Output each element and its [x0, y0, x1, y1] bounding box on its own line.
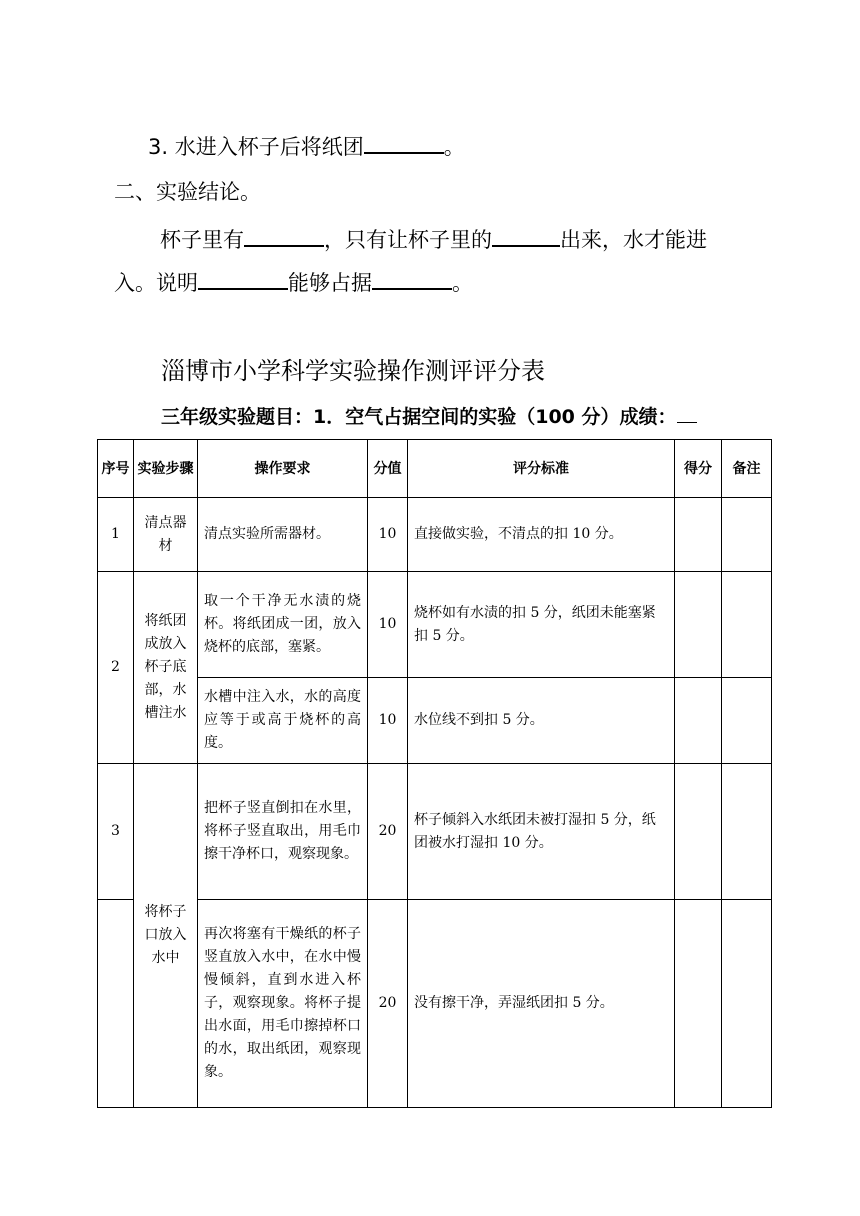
- conclusion-text: 。: [452, 271, 473, 295]
- header-criteria: 评分标准: [408, 440, 675, 498]
- conclusion-text: 入。说明: [114, 271, 198, 295]
- row-requirement: 再次将塞有干燥纸的杯子竖直放入水中，在水中慢慢倾斜，直到水进入杯子，观察现象。将杯子提出水面，用毛巾擦掉杯口的水，取出纸团，观察现象。: [198, 900, 368, 1108]
- table-row: [98, 900, 772, 1108]
- table-row: [98, 764, 772, 900]
- table-row: [98, 678, 772, 764]
- row-note-cell[interactable]: [722, 678, 772, 764]
- row-step: 将纸团成放入杯子底部，水槽注水: [134, 572, 198, 764]
- row-score: 20: [368, 900, 408, 1108]
- answer-blank[interactable]: [244, 225, 324, 247]
- row-step: 清点器材: [134, 498, 198, 572]
- row-note-cell[interactable]: [722, 572, 772, 678]
- question-3: [148, 132, 465, 162]
- conclusion-heading: 二、实验结论。: [114, 180, 261, 204]
- row-seq: 3: [98, 764, 134, 900]
- row-note-cell[interactable]: [722, 900, 772, 1108]
- row-criteria: 杯子倾斜入水纸团未被打湿扣 5 分，纸团被水打湿扣 10 分。: [408, 764, 675, 900]
- sheet-title: 淄博市小学科学实验操作测评评分表: [161, 357, 545, 385]
- row-seq-empty: [98, 900, 134, 1108]
- conclusion-text: 杯子里有: [160, 228, 244, 252]
- answer-blank[interactable]: [372, 268, 452, 290]
- row-got-score-cell[interactable]: [675, 764, 722, 900]
- sheet-subtitle: [161, 403, 697, 431]
- row-requirement: 水槽中注入水，水的高度应等于或高于烧杯的高度。: [198, 678, 368, 764]
- row-criteria: 水位线不到扣 5 分。: [408, 678, 675, 764]
- grade-blank[interactable]: [677, 404, 697, 423]
- row-criteria: 没有擦干净，弄湿纸团扣 5 分。: [408, 900, 675, 1108]
- question-3-text: 3. 水进入杯子后将纸团: [148, 135, 364, 159]
- table-row: [98, 572, 772, 678]
- row-note-cell[interactable]: [722, 764, 772, 900]
- row-criteria: 直接做实验，不清点的扣 10 分。: [408, 498, 675, 572]
- answer-blank[interactable]: [364, 132, 444, 154]
- header-got-score: 得分: [675, 440, 722, 498]
- sheet-subtitle-text: 三年级实验题目：1．空气占据空间的实验（100 分）成绩：: [161, 406, 677, 428]
- row-note-cell[interactable]: [722, 498, 772, 572]
- header-requirement: 操作要求: [198, 440, 368, 498]
- question-3-end: 。: [443, 135, 465, 159]
- row-requirement: 清点实验所需器材。: [198, 498, 368, 572]
- conclusion-line-2: [114, 268, 473, 298]
- row-got-score-cell[interactable]: [675, 678, 722, 764]
- row-score: 20: [368, 764, 408, 900]
- row-requirement: 把杯子竖直倒扣在水里，将杯子竖直取出，用毛巾擦干净杯口，观察现象。: [198, 764, 368, 900]
- row-requirement: 取一个干净无水渍的烧杯。将纸团成一团，放入烧杯的底部，塞紧。: [198, 572, 368, 678]
- row-got-score-cell[interactable]: [675, 900, 722, 1108]
- row-score: 10: [368, 498, 408, 572]
- row-seq: 1: [98, 498, 134, 572]
- conclusion-text: ，只有让杯子里的: [324, 228, 492, 252]
- header-seq: 序号: [98, 440, 134, 498]
- table-row: [98, 498, 772, 572]
- header-step: 实验步骤: [134, 440, 198, 498]
- row-score: 10: [368, 678, 408, 764]
- row-got-score-cell[interactable]: [675, 572, 722, 678]
- conclusion-text: 出来，水才能进: [560, 228, 707, 252]
- row-step: 将杯子口放入水中: [134, 764, 198, 1108]
- header-note: 备注: [722, 440, 772, 498]
- conclusion-text: 能够占据: [288, 271, 372, 295]
- scoring-table: [97, 439, 772, 1108]
- header-score: 分值: [368, 440, 408, 498]
- answer-blank[interactable]: [198, 268, 288, 290]
- row-seq: 2: [98, 572, 134, 764]
- header-row: [98, 440, 772, 498]
- row-score: 10: [368, 572, 408, 678]
- row-criteria: 烧杯如有水渍的扣 5 分，纸团未能塞紧扣 5 分。: [408, 572, 675, 678]
- answer-blank[interactable]: [492, 225, 560, 247]
- row-got-score-cell[interactable]: [675, 498, 722, 572]
- conclusion-line-1: [160, 225, 707, 255]
